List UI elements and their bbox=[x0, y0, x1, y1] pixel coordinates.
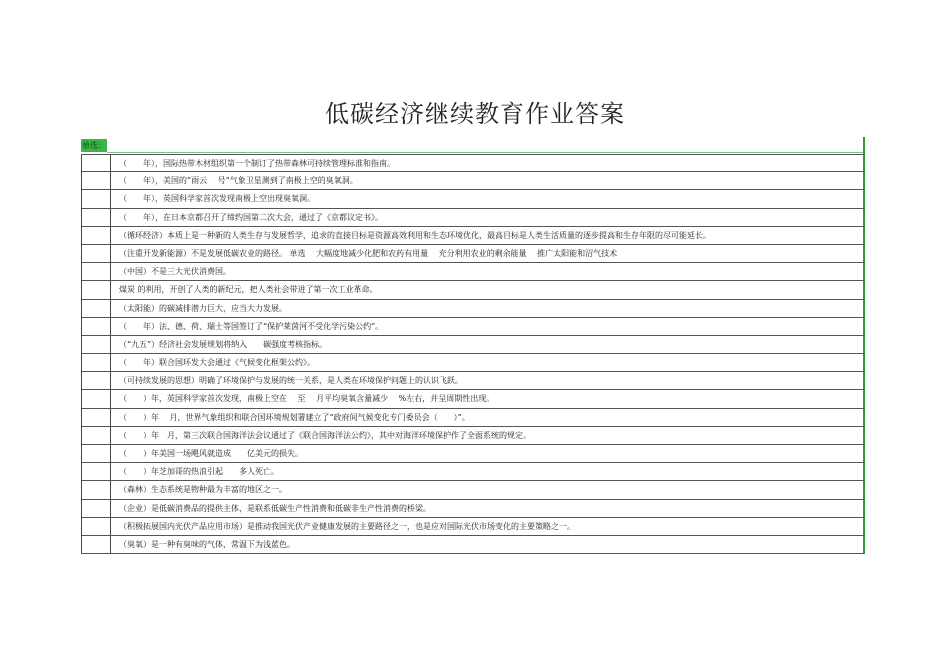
question-text: （ 年）联合国环发大会通过《气候变化框架公约》。 bbox=[119, 358, 315, 368]
row-number-cell bbox=[82, 155, 111, 171]
row-number-cell bbox=[82, 336, 111, 353]
question-row bbox=[81, 281, 865, 299]
row-number-cell bbox=[82, 245, 111, 262]
row-number-cell bbox=[82, 372, 111, 389]
question-text: （臭氧）是一种有臭味的气体，常温下为浅蓝色。 bbox=[119, 539, 295, 549]
question-text: （可持续发展的思想）明确了环境保护与发展的统一关系，是人类在环境保护问题上的认识飞跃。 bbox=[119, 376, 463, 386]
row-number-cell bbox=[82, 427, 111, 444]
question-text: （ ）年 月，世界气象组织和联合国环境规划署建立了“政府间气候变化专门委员会（ ）”。 bbox=[119, 412, 470, 422]
question-text: （企业）是低碳消费品的提供主体，是联系低碳生产性消费和低碳非生产性消费的桥梁。 bbox=[119, 503, 431, 513]
question-row bbox=[81, 463, 865, 481]
row-number-cell bbox=[82, 354, 111, 371]
question-text: （积极拓展国内光伏产品应用市场）是推动我国光伏产业健康发展的主要路径之一，也是应对国际光伏市场变化的主要策略之一。 bbox=[119, 521, 575, 531]
row-number-cell bbox=[82, 500, 111, 517]
row-number-cell bbox=[82, 227, 111, 244]
question-row bbox=[81, 245, 865, 263]
question-list bbox=[81, 154, 865, 554]
question-text: （ ）年 月，第三次联合国海洋法会议通过了《联合国海洋法公约》，其中对海洋环境保护作了全面系统的规定。 bbox=[119, 430, 531, 440]
section-header bbox=[81, 137, 865, 154]
question-row bbox=[81, 409, 865, 427]
question-text: （ ）年芝加哥的热浪引起 多人死亡。 bbox=[119, 467, 279, 477]
question-row bbox=[81, 372, 865, 390]
question-row bbox=[81, 336, 865, 354]
question-text: （中国）不是三大光伏消费国。 bbox=[119, 267, 231, 277]
answer-sheet bbox=[81, 137, 865, 554]
row-number-cell bbox=[82, 281, 111, 298]
question-row bbox=[81, 536, 865, 554]
question-text: （ 年），英国科学家首次发现南极上空出现臭氧洞。 bbox=[119, 194, 315, 204]
question-row bbox=[81, 154, 865, 172]
row-number-cell bbox=[82, 263, 111, 280]
section-label: 单选： bbox=[82, 141, 106, 150]
question-row bbox=[81, 190, 865, 208]
row-number-cell bbox=[82, 190, 111, 207]
row-number-cell bbox=[82, 172, 111, 189]
question-text: （森林）生态系统是物种最为丰富的地区之一。 bbox=[119, 485, 287, 495]
row-number-cell bbox=[82, 463, 111, 480]
row-number-cell bbox=[82, 445, 111, 462]
row-number-cell bbox=[82, 518, 111, 535]
question-row bbox=[81, 390, 865, 408]
page-title: 低碳经济继续教育作业答案 bbox=[325, 100, 625, 128]
question-text: （太阳能）的碳减排潜力巨大，应当大力发展。 bbox=[119, 303, 287, 313]
question-row bbox=[81, 354, 865, 372]
question-row bbox=[81, 445, 865, 463]
question-row bbox=[81, 518, 865, 536]
question-text: （ 年），国际热带木材组织第一个制订了热带森林可持续管理标准和指南。 bbox=[119, 159, 395, 168]
question-row bbox=[81, 172, 865, 190]
question-row bbox=[81, 481, 865, 499]
question-text: （ 年）法、德、荷、瑞士等国签订了“保护莱茵河不受化学污染公约”。 bbox=[119, 321, 384, 331]
question-text: （ 年），在日本京都召开了缔约国第二次大会，通过了《京都议定书》。 bbox=[119, 212, 383, 222]
question-row bbox=[81, 427, 865, 445]
question-text: （注重开发新能源）不是发展低碳农业的路径。 单选 大幅度地减少化肥和农药有用量 充分利用农业的剩余能量 推广太阳能和沼气技术 bbox=[119, 248, 618, 258]
question-text: （ ）年美国一场飓风就造成 亿美元的损失。 bbox=[119, 449, 303, 458]
question-text: （“九五”）经济社会发展规划将纳入 碳强度考核指标。 bbox=[119, 339, 328, 349]
header-divider bbox=[107, 152, 863, 153]
row-number-cell bbox=[82, 481, 111, 498]
question-text: （ ）年，英国科学家首次发现，南极上空在 至 月平均臭氧含量减少 %左右，并呈周期性出现。 bbox=[119, 394, 495, 404]
question-text: （循环经济）本质上是一种新的人类生存与发展哲学，追求的直接目标是资源高效利用和生态环境优化，最高目标是人类生活质量的逐步提高和生存年限的尽可能延长。 bbox=[119, 230, 711, 240]
question-row bbox=[81, 227, 865, 245]
question-row bbox=[81, 209, 865, 227]
row-number-cell bbox=[82, 409, 111, 426]
question-row bbox=[81, 300, 865, 318]
question-text: 煤炭 的利用，开创了人类的新纪元，把人类社会带进了第一次工业革命。 bbox=[119, 285, 378, 295]
question-row bbox=[81, 500, 865, 518]
question-row bbox=[81, 318, 865, 336]
row-number-cell bbox=[82, 318, 111, 335]
row-number-cell bbox=[82, 209, 111, 226]
question-row bbox=[81, 263, 865, 281]
question-text: （ 年），美国的“雨云 号”气象卫星测到了南极上空的臭氧洞。 bbox=[119, 176, 358, 186]
row-number-cell bbox=[82, 536, 111, 553]
row-number-cell bbox=[82, 390, 111, 407]
row-number-cell bbox=[82, 300, 111, 317]
